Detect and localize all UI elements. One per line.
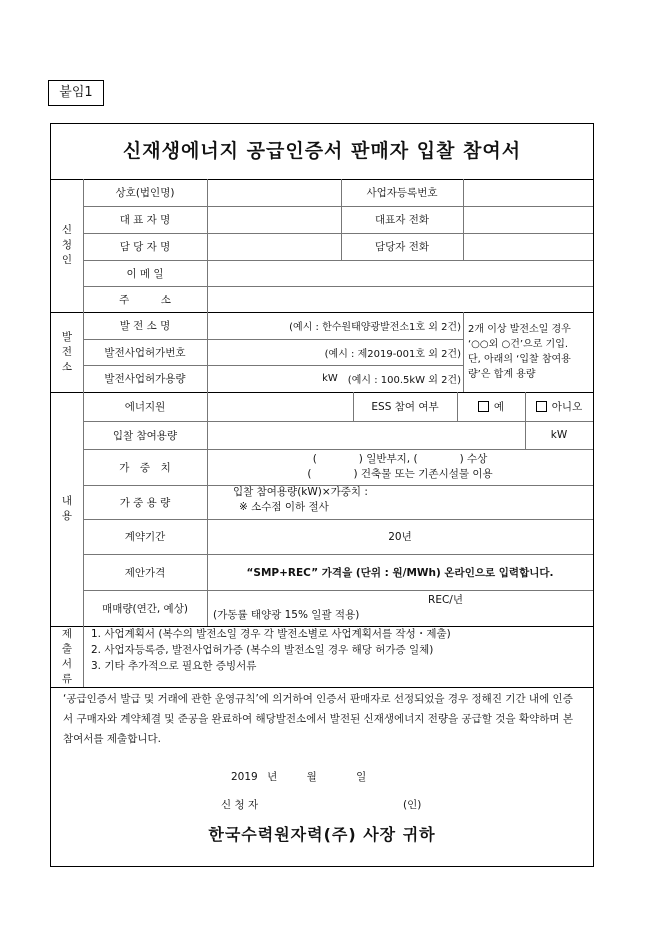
capacity-example: (예시 : 100.5kW 외 2건) — [347, 375, 461, 386]
plant-name-example[interactable]: (예시 : 한수원태양광발전소1호 외 2건) — [289, 322, 461, 333]
ceo-phone-label: 대표자 전화 — [374, 214, 430, 226]
date-year-label: 년 — [267, 771, 278, 783]
pledge-text: ‘공급인증서 발급 및 거래에 관한 운영규칙’에 의거하여 인증서 판매자로 선정되었을 경우 정해진 기간 내에 인증서 구매자와 계약체결 및 준공을 완료하여 해당발전소에서 발전된 신재생에너지 전량을 공급할 것을 확약하며 본 참여서를 제출합니다. — [63, 693, 573, 745]
date-day-label: 일 — [356, 771, 367, 783]
trade-volume-unit: REC/년 — [428, 594, 463, 606]
bid-capacity-label: 입찰 참여용량 — [112, 429, 178, 442]
ess-no-checkbox[interactable] — [536, 401, 547, 412]
ess-label: ESS 참여 여부 — [371, 401, 439, 413]
price-label: 제안가격 — [124, 566, 166, 579]
biz-reg-no-label: 사업자등록번호 — [366, 187, 438, 199]
section-content: 내 용 — [61, 495, 73, 522]
bid-capacity-unit: kW — [550, 429, 568, 441]
section-applicant: 신 청 인 — [61, 224, 73, 266]
weight-option-line1: ( ) 일반부지, ( ) 수상 — [312, 453, 488, 465]
weight-field[interactable] — [207, 449, 593, 485]
biz-reg-no-field[interactable] — [463, 179, 593, 206]
submission-date[interactable] — [231, 769, 366, 784]
weighted-capacity-label: 가 중 용 량 — [119, 496, 171, 509]
documents-list — [83, 626, 593, 687]
date-year: 2019 — [231, 771, 258, 783]
document-item: 3. 기타 추가적으로 필요한 증빙서류 — [91, 660, 257, 672]
ess-yes-checkbox[interactable] — [478, 401, 489, 412]
manager-field[interactable] — [207, 233, 341, 260]
energy-source-label: 에너지원 — [124, 401, 166, 413]
document-item: 1. 사업계획서 (복수의 발전소일 경우 각 발전소별로 사업계획서를 작성・제출) — [91, 628, 451, 640]
bid-capacity-field[interactable] — [207, 421, 525, 449]
manager-phone-label: 담당자 전화 — [374, 241, 430, 253]
email-field[interactable] — [207, 260, 593, 286]
manager-label: 담 당 자 명 — [119, 241, 171, 253]
seal-label[interactable]: (인) — [403, 799, 422, 811]
section-documents: 제 출 서 류 — [61, 627, 73, 685]
ceo-phone-field[interactable] — [463, 206, 593, 233]
trade-volume-field[interactable] — [207, 590, 593, 626]
permit-no-example[interactable]: (예시 : 제2019-001호 외 2건) — [324, 348, 461, 360]
ceo-label: 대 표 자 명 — [119, 214, 171, 226]
capacity-unit: kW — [322, 373, 338, 384]
capacity-label: 발전사업허가용량 — [104, 373, 186, 385]
company-name-label: 상호(법인명) — [115, 187, 175, 199]
ess-no-option[interactable]: 아니오 — [525, 392, 593, 421]
manager-phone-field[interactable] — [463, 233, 593, 260]
company-name-field[interactable] — [207, 179, 341, 206]
email-label: 이 메 일 — [126, 267, 164, 280]
date-month-label: 월 — [306, 771, 317, 783]
section-plant: 발 전 소 — [61, 330, 73, 373]
weighted-formula: 입찰 참여용량(kW)×가중치 : — [233, 486, 368, 498]
ess-yes-option[interactable]: 예 — [457, 392, 525, 421]
contract-period-value: 20년 — [388, 531, 412, 543]
form-title: 신재생에너지 공급인증서 판매자 입찰 참여서 — [51, 124, 593, 180]
bid-participation-form — [50, 123, 594, 867]
address-field[interactable] — [207, 286, 593, 312]
permit-no-label: 발전사업허가번호 — [104, 346, 186, 359]
energy-source-field[interactable] — [207, 392, 353, 421]
weight-label: 가 중 치 — [119, 461, 171, 474]
trade-volume-label: 매매량(연간, 예상) — [102, 602, 188, 615]
price-instruction: “SMP+REC” 가격을 (단위 : 원/MWh) 온라인으로 입력합니다. — [246, 566, 554, 579]
trade-volume-note: (가동률 태양광 15% 일괄 적용) — [213, 609, 360, 621]
document-item: 2. 사업자등록증, 발전사업허가증 (복수의 발전소일 경우 해당 허가증 일체) — [91, 644, 434, 656]
capacity-field[interactable] — [207, 365, 463, 392]
weight-option-line2: ( ) 건축물 또는 기존시설물 이용 — [307, 468, 493, 480]
weighted-rounding-note: ※ 소수점 이하 절사 — [239, 501, 329, 513]
weighted-capacity-field[interactable] — [207, 485, 593, 519]
addressee: 한국수력원자력(주) 사장 귀하 — [208, 825, 436, 844]
plant-multiple-note: 2개 이상 발전소일 경우 ‘○○외 ○건’으로 기입. 단, 아래의 ‘입찰 참여용 량’은 합계 용량 — [468, 324, 571, 380]
address-label: 주 소 — [119, 293, 171, 306]
ceo-field[interactable] — [207, 206, 341, 233]
plant-name-label: 발 전 소 명 — [119, 320, 171, 332]
attachment-label: 붙임1 — [48, 80, 104, 106]
applicant-sign-label: 신 청 자 — [221, 799, 259, 811]
contract-period-label: 계약기간 — [124, 531, 166, 543]
